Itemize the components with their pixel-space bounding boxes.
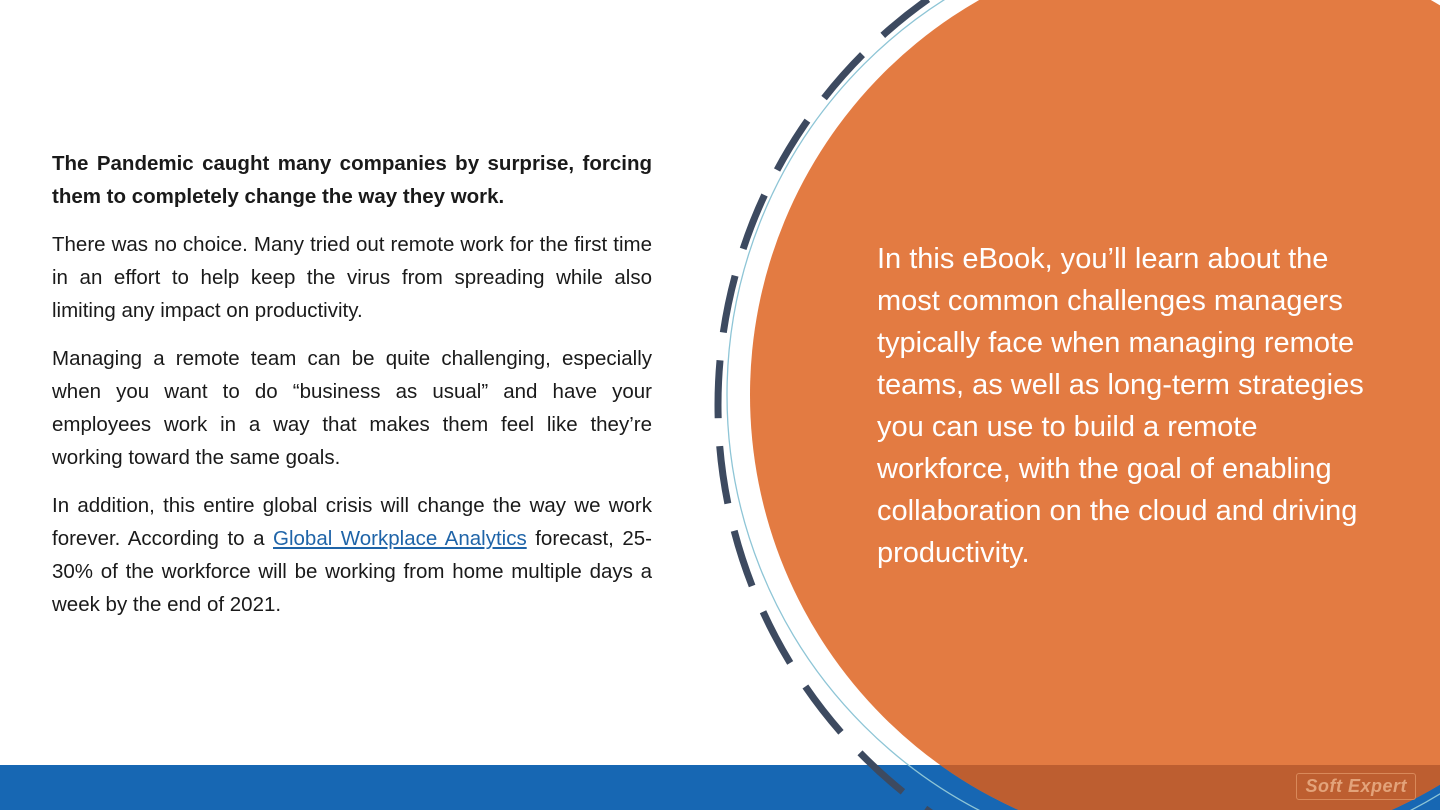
lead-paragraph: The Pandemic caught many companies by surprise, forcing them to completely change the way they work. — [52, 152, 652, 208]
paragraph-managing: Managing a remote team can be quite challenging, especially when you want to do “business as usual” and have your employees work in a way that makes them feel like they’re working toward the same goals. — [52, 347, 652, 469]
softexpert-logo: Soft Expert — [1296, 773, 1416, 800]
global-workplace-analytics-link[interactable]: Global Workplace Analytics — [273, 527, 527, 550]
forecast-text-before: In addition, this entire global crisis will change the way we work forever. According to a — [52, 494, 652, 550]
ebook-summary: In this eBook, you’ll learn about the most common challenges managers typically face when managing remote teams, as well as long-term strategies you can use to build a remote workforce, with the goal of enabling collaboration on the cloud and driving productivity. — [877, 243, 1364, 569]
intro-text-column — [52, 147, 652, 636]
paragraph-no-choice: There was no choice. Many tried out remote work for the first time in an effort to help keep the virus from spreading while also limiting any impact on productivity. — [52, 233, 652, 322]
forecast-text-after: forecast, 25-30% of the workforce will be working from home multiple days a week by the end of 2021. — [52, 527, 653, 616]
paragraph-forecast — [52, 489, 652, 621]
